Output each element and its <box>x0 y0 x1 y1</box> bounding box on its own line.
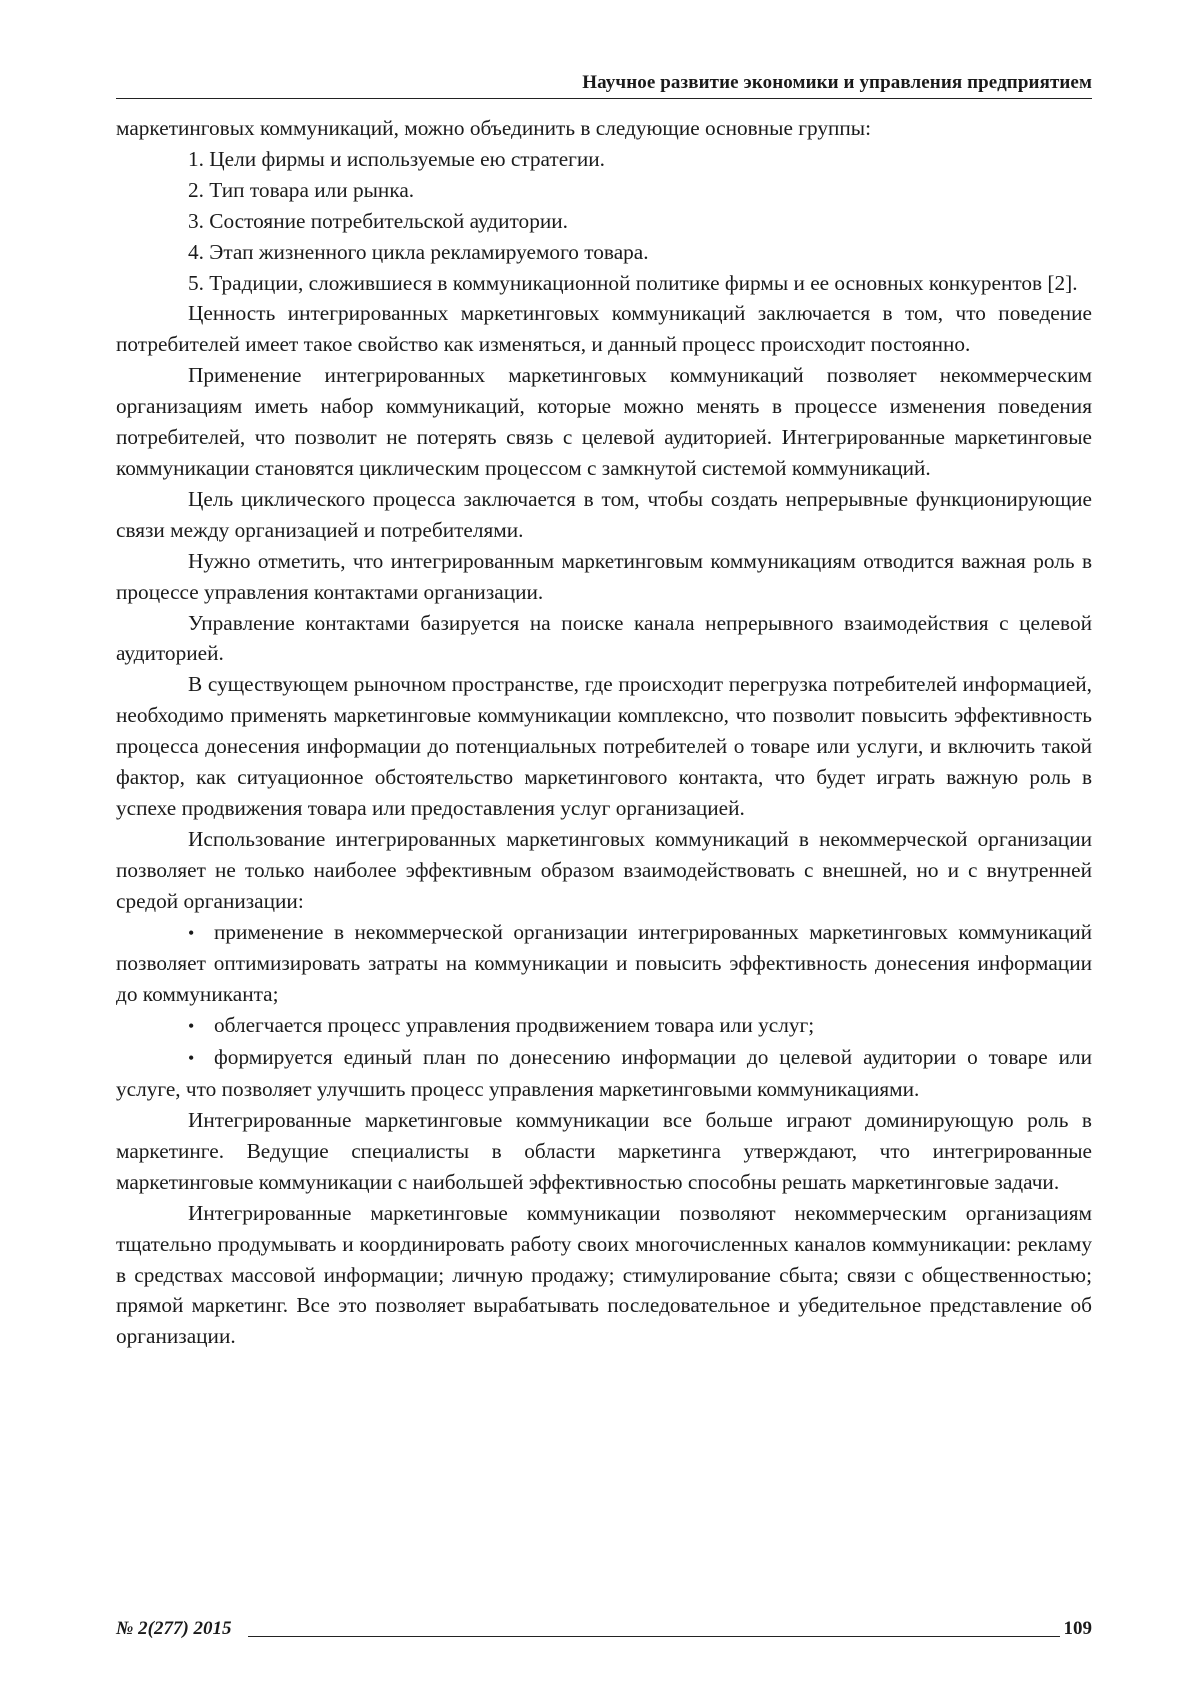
list-item: 3. Состояние потребительской аудитории. <box>116 206 1092 237</box>
paragraph: Интегрированные маркетинговые коммуникации позволяют некоммерческим организациям тщательно продумывать и координировать работу своих многочисленных каналов коммуникации: рекламу в средствах массовой информации; личную продажу; стимулирование сбыта; связи с общественностью; прямой маркетинг. Все это позволяет вырабатывать последовательное и убедительное представление об организации. <box>116 1198 1092 1353</box>
paragraph: В существующем рыночном пространстве, где происходит перегрузка потребителей информацией, необходимо применять маркетинговые коммуникации комплексно, что позволит повысить эффективность процесса донесения информации до потенциальных потребителей о товаре или услуги, и включить такой фактор, как ситуационное обстоятельство маркетингового контакта, что будет играть важную роль в успехе продвижения товара или предоставления услуг организацией. <box>116 669 1092 824</box>
bullet-item: • формируется единый план по донесению информации до целевой аудитории о товаре или услуге, что позволяет улучшить процесс управления маркетинговыми коммуникациями. <box>116 1042 1092 1105</box>
bullet-item: • применение в некоммерческой организации интегрированных маркетинговых коммуникаций позволяет оптимизировать затраты на коммуникации и повысить эффективность донесения информации до коммуниканта; <box>116 917 1092 1011</box>
paragraph: Ценность интегрированных маркетинговых коммуникаций заключается в том, что поведение потребителей имеет такое свойство как изменяться, и данный процесс происходит постоянно. <box>116 298 1092 360</box>
bullet-item: • облегчается процесс управления продвижением товара или услуг; <box>116 1010 1092 1042</box>
list-item: 2. Тип товара или рынка. <box>116 175 1092 206</box>
journal-title: Научное развитие экономики и управления предприятием <box>582 72 1092 93</box>
paragraph: Управление контактами базируется на поиске канала непрерывного взаимодействия с целевой аудиторией. <box>116 608 1092 670</box>
paragraph: Интегрированные маркетинговые коммуникации все больше играют доминирующую роль в маркетинге. Ведущие специалисты в области маркетинга утверждают, что интегрированные маркетинговые коммуникации с наибольшей эффективностью способны решать маркетинговые задачи. <box>116 1105 1092 1198</box>
article-body <box>116 113 1092 1352</box>
list-item: 1. Цели фирмы и используемые ею стратегии. <box>116 144 1092 175</box>
running-header <box>116 70 1092 99</box>
list-item: 5. Традиции, сложившиеся в коммуникационной политике фирмы и ее основных конкурентов [2]. <box>116 268 1092 299</box>
paragraph: Использование интегрированных маркетинговых коммуникаций в некоммерческой организации позволяет не только наиболее эффективным образом взаимодействовать с внешней, но и с внутренней средой организации: <box>116 824 1092 917</box>
paragraph: Применение интегрированных маркетинговых коммуникаций позволяет некоммерческим организациям иметь набор коммуникаций, которые можно менять в процессе изменения поведения потребителей, что позволит не потерять связь с целевой аудиторией. Интегрированные маркетинговые коммуникации становятся циклическим процессом с замкнутой системой коммуникаций. <box>116 360 1092 484</box>
footer-rule <box>248 1636 1060 1637</box>
list-item: 4. Этап жизненного цикла рекламируемого товара. <box>116 237 1092 268</box>
paragraph: Нужно отметить, что интегрированным маркетинговым коммуникациям отводится важная роль в процессе управления контактами организации. <box>116 546 1092 608</box>
paragraph: Цель циклического процесса заключается в том, чтобы создать непрерывные функционирующие связи между организацией и потребителями. <box>116 484 1092 546</box>
paragraph: маркетинговых коммуникаций, можно объединить в следующие основные группы: <box>116 113 1092 144</box>
page-number: 109 <box>1064 1618 1093 1640</box>
page-footer <box>116 1610 1092 1640</box>
issue-number: № 2(277) 2015 <box>116 1618 232 1640</box>
